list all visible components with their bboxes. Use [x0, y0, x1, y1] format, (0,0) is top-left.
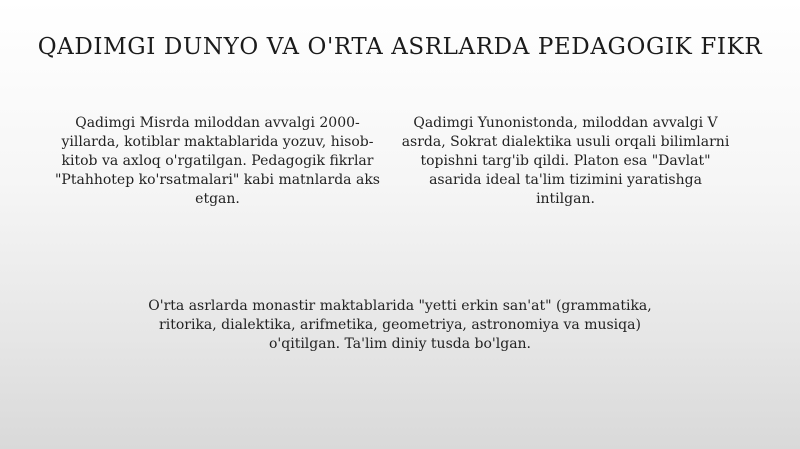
paragraph-ancient-egypt: Qadimgi Misrda miloddan avvalgi 2000-yillarda, kotiblar maktablarida yozuv, hisob-kitob va axloq o'rgatilgan. Pedagogik fikrlar "Ptahhotep ko'rsatmalari" kabi matnlarda aks etgan. — [54, 115, 380, 207]
paragraph-ancient-greece: Qadimgi Yunonistonda, miloddan avvalgi V asrda, Sokrat dialektika usuli orqali bilimlarni topishni targ'ib qildi. Platon esa "Davlat" asarida ideal ta'lim tizimini yaratishga intilgan. — [401, 115, 730, 207]
slide-title: QADIMGI DUNYO VA O'RTA ASRLARDA PEDAGOGIK FIKR — [37, 34, 763, 60]
paragraph-middle-ages: O'rta asrlarda monastir maktablarida "yetti erkin san'at" (grammatika, ritorika, dialektika, arifmetika, geometriya, astronomiya va musiqa) o'qitilgan. Ta'lim diniy tusda bo'lgan. — [148, 298, 652, 352]
